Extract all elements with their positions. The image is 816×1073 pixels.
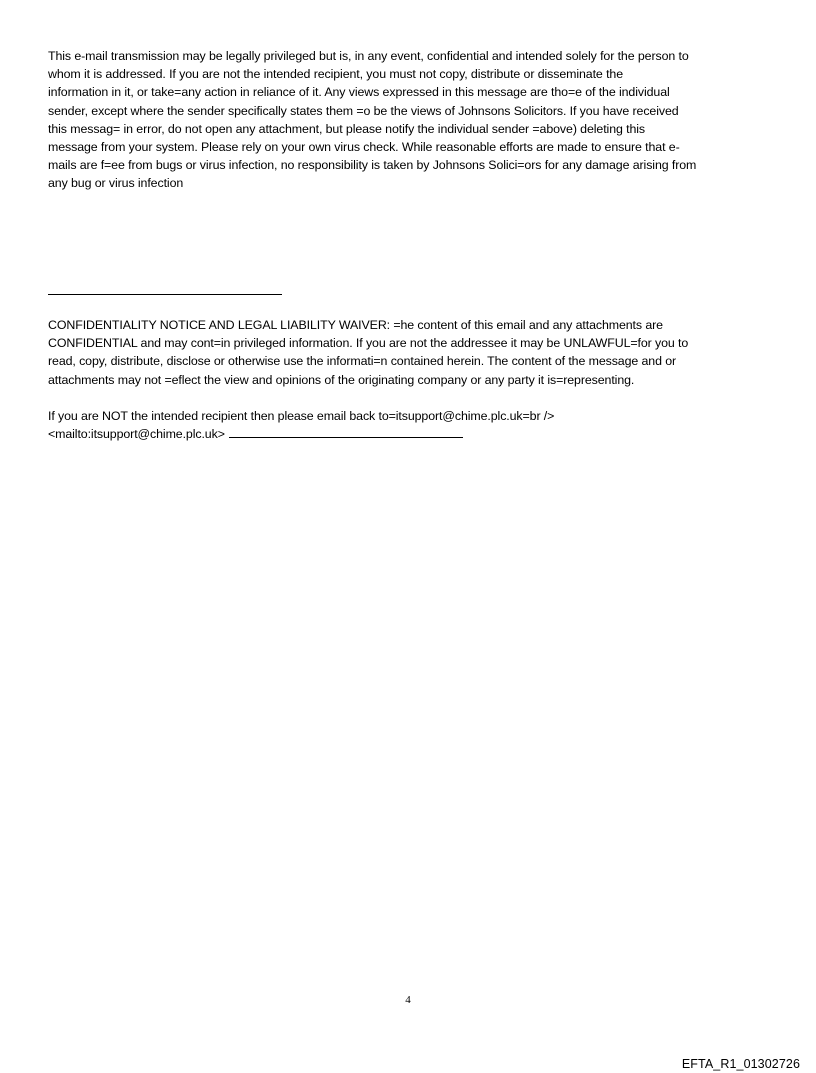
trailing-separator-line (229, 425, 463, 438)
page-number: 4 (405, 994, 411, 1006)
separator-line (48, 294, 282, 295)
email-disclaimer-paragraph: This e-mail transmission may be legally privileged but is, in any event, confidential and intended solely for the person to whom it is addressed. If you are not the intended recipient, you must not copy, distribute or disseminate the information in it, or take=any action in reliance of it. Any views expressed in this message are tho=e of the individual sender, except where the sender specifically states them =o be the views of Johnsons Solicitors. If you have received this messag= in error, do not open any attachment, but please notify the individual sender =above) deleting this message from your system. Please rely on your own virus check. While reasonable efforts are made to ensure that e- mails are f=ee from bugs or virus infection, no responsibility is taken by Johnsons Solici=ors for any damage arising from any bug or virus infection (48, 49, 697, 191)
confidentiality-notice-paragraph: CONFIDENTIALITY NOTICE AND LEGAL LIABILITY WAIVER: =he content of this email and any attachments are CONFIDENTIAL and may cont=in privileged information. If you are not the addressee it may be UNLAWFUL=for you to read, copy, distribute, disclose or otherwise use the informati=n contained herein. The content of the message and or attachments may not =eflect the view and opinions of the originating company or any party it is=representing. (48, 318, 689, 387)
recipient-note-line-1: If you are NOT the intended recipient then please email back to=itsupport@chime.plc.uk=br /> (48, 409, 555, 423)
mailto-link-text: <mailto:itsupport@chime.plc.uk> (48, 427, 225, 442)
bates-number: EFTA_R1_01302726 (681, 1057, 800, 1071)
recipient-note-paragraph (48, 407, 768, 443)
